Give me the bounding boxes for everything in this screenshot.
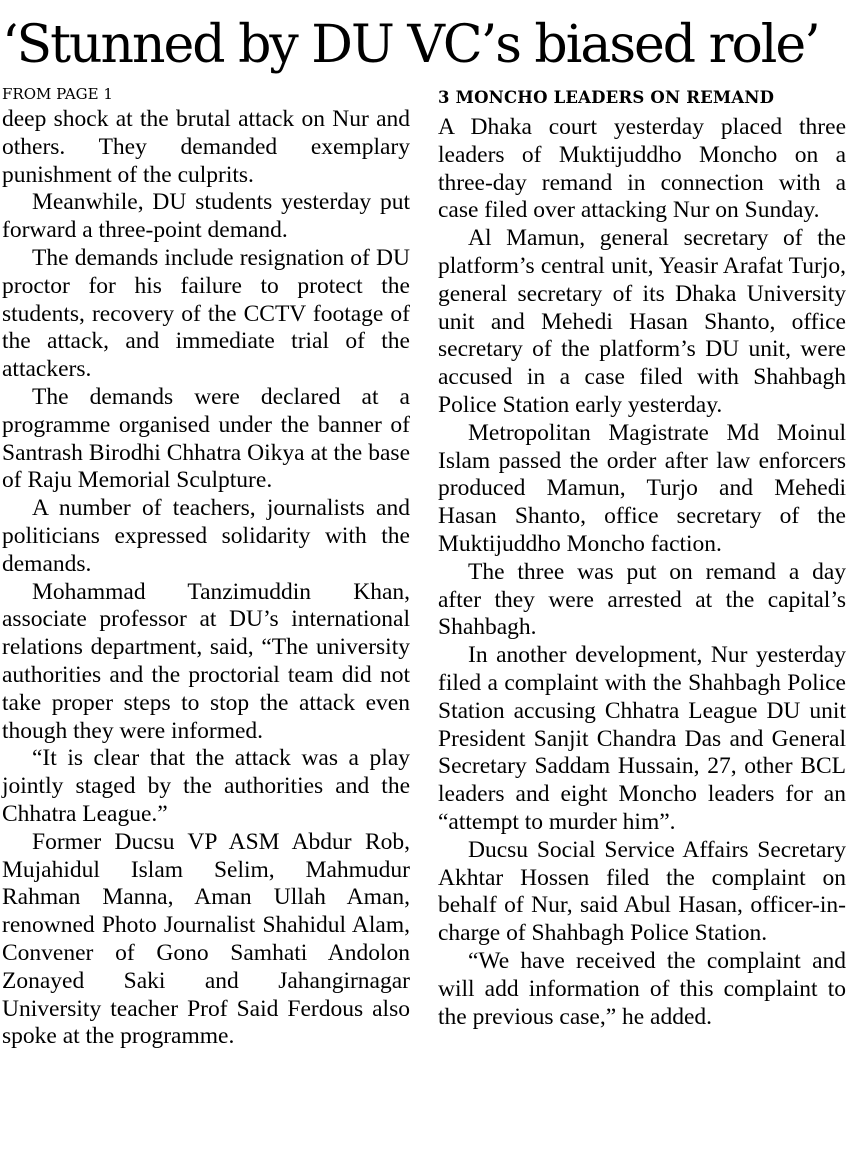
paragraph: Former Ducsu VP ASM Abdur Rob, Mujahidul Islam Selim, Mahmudur Rahman Manna, Aman Ullah Aman, renowned Photo Journalist Shahidul Alam, Convener of Gono Samhati Andolon Zonayed Saki and Jahangirnagar University teacher Prof Said Ferdous also spoke at the programme. <box>2 828 410 1050</box>
paragraph: A Dhaka court yesterday placed three leaders of Muktijuddho Moncho on a three-day remand in connection with a case filed over attacking Nur on Sunday. <box>438 114 846 224</box>
section-subhead: 3 MONCHO LEADERS ON REMAND <box>438 88 775 107</box>
paragraph: Ducsu Social Service Affairs Secretary Akhtar Hossen filed the complaint on behalf of Nur, said Abul Hasan, officer-in-charge of Shahbagh Police Station. <box>438 836 846 947</box>
paragraph: The demands were declared at a programme organised under the banner of Santrash Birodhi Chhatra Oikya at the base of Raju Memorial Sculpture. <box>2 383 410 494</box>
paragraph: deep shock at the brutal attack on Nur and others. They demanded exemplary punishment of the culprits. <box>2 106 410 188</box>
paragraph: Mohammad Tanzimuddin Khan, associate professor at DU’s international relations department, said, “The university authorities and the proctorial team did not take proper steps to stop the attack even though they were informed. <box>2 578 410 744</box>
headline: ‘Stunned by DU VC’s biased role’ <box>2 15 819 75</box>
paragraph: The three was put on remand a day after they were arrested at the capital’s Shahbagh. <box>438 558 846 641</box>
continuation-label: FROM PAGE 1 <box>2 85 113 103</box>
paragraph: A number of teachers, journalists and politicians expressed solidarity with the demands. <box>2 495 410 577</box>
paragraph: Al Mamun, general secretary of the platform’s central unit, Yeasir Arafat Turjo, general secretary of its Dhaka University unit and Mehedi Hasan Shanto, office secretary of the platform’s DU unit, were accused in a case filed with Shahbagh Police Station early yesterday. <box>438 225 846 418</box>
paragraph: Metropolitan Magistrate Md Moinul Islam passed the order after law enforcers produced Mamun, Turjo and Mehedi Hasan Shanto, office secretary of the Muktijuddho Moncho faction. <box>438 419 846 557</box>
paragraph: In another development, Nur yesterday filed a complaint with the Shahbagh Police Station accusing Chhatra League DU unit President Sanjit Chandra Das and General Secretary Saddam Hussain, 27, other BCL leaders and eight Moncho leaders for an “attempt to murder him”. <box>438 642 846 835</box>
left-column <box>2 82 410 1051</box>
paragraph: “We have received the complaint and will add information of this complaint to the previous case,” he added. <box>438 947 846 1030</box>
paragraph: The demands include resignation of DU proctor for his failure to protect the students, recovery of the CCTV footage of the attack, and immediate trial of the attackers. <box>2 244 410 383</box>
right-column <box>438 82 846 1031</box>
paragraph: “It is clear that the attack was a play jointly staged by the authorities and the Chhatra League.” <box>2 745 410 827</box>
paragraph: Meanwhile, DU students yesterday put forward a three-point demand. <box>2 189 410 244</box>
